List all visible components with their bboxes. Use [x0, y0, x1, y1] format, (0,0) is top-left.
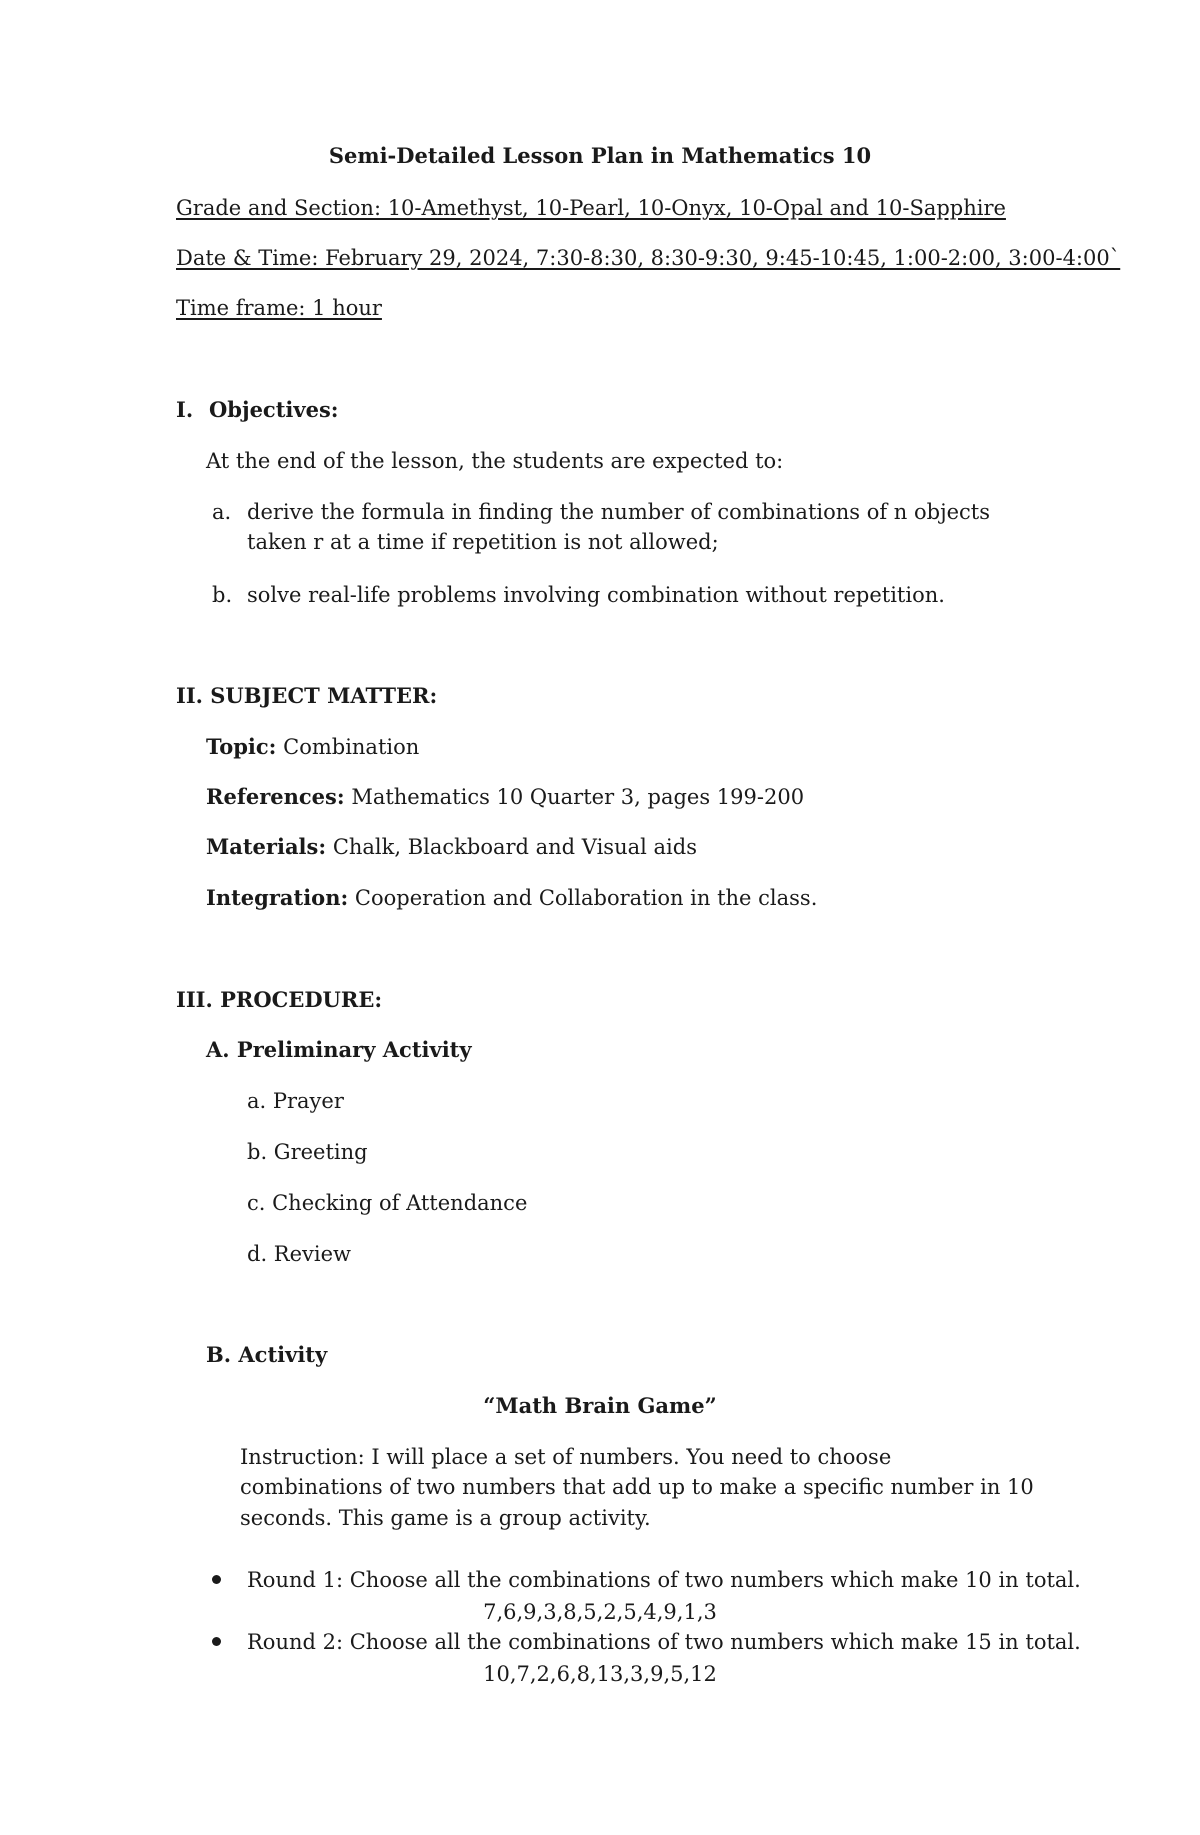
topic-label: Topic:: [206, 734, 277, 759]
round-text: Round 1: Choose all the combinations of two numbers which make 10 in total.: [247, 1568, 1081, 1592]
date-time-line: Date & Time: February 29, 2024, 7:30-8:30, 8:30-9:30, 9:45-10:45, 1:00-2:00, 3:00-4:00`: [176, 246, 1121, 270]
game-title: “Math Brain Game”: [483, 1393, 717, 1418]
objective-text: solve real-life problems involving combination without repetition.: [247, 583, 945, 607]
topic-line: [206, 732, 419, 762]
subject-matter-heading: II. SUBJECT MATTER:: [176, 683, 438, 708]
procedure-heading: III. PROCEDURE:: [176, 987, 383, 1012]
objectives-intro: At the end of the lesson, the students are expected to:: [206, 449, 784, 473]
objective-marker: a.: [212, 500, 232, 524]
preliminary-item: b. Greeting: [247, 1140, 368, 1164]
topic-value: Combination: [283, 735, 420, 759]
integration-line: [206, 883, 817, 913]
objectives-heading: Objectives:: [209, 397, 339, 422]
references-line: [206, 782, 804, 812]
preliminary-item: a. Prayer: [247, 1089, 344, 1113]
activity-heading: B. Activity: [206, 1342, 328, 1367]
grade-section-line: Grade and Section: 10-Amethyst, 10-Pearl, 10-Onyx, 10-Opal and 10-Sapphire: [176, 196, 1006, 220]
document-title: Semi-Detailed Lesson Plan in Mathematics 10: [328, 143, 872, 168]
time-frame-line: Time frame: 1 hour: [176, 296, 382, 320]
round-numbers: 7,6,9,3,8,5,2,5,4,9,1,3: [483, 1600, 717, 1624]
preliminary-heading: A. Preliminary Activity: [206, 1037, 472, 1062]
objective-text: derive the formula in finding the number of combinations of n objects taken r at a time if repetition is not allowed;: [247, 500, 991, 555]
references-label: References:: [206, 784, 345, 809]
preliminary-item: c. Checking of Attendance: [247, 1191, 528, 1215]
preliminary-item: d. Review: [247, 1242, 352, 1266]
integration-label: Integration:: [206, 885, 349, 910]
round-numbers: 10,7,2,6,8,13,3,9,5,12: [483, 1662, 717, 1686]
round-text: Round 2: Choose all the combinations of two numbers which make 15 in total.: [247, 1630, 1081, 1654]
materials-line: [206, 832, 697, 862]
materials-value: Chalk, Blackboard and Visual aids: [332, 835, 697, 859]
objectives-number: I.: [176, 397, 194, 422]
materials-label: Materials:: [206, 834, 327, 859]
integration-value: Cooperation and Collaboration in the class.: [354, 886, 818, 910]
bullet-icon: [212, 1637, 221, 1646]
objective-marker: b.: [212, 583, 233, 607]
references-value: Mathematics 10 Quarter 3, pages 199-200: [351, 785, 805, 809]
activity-instruction: Instruction: I will place a set of numbers. You need to choose combinations of two numbers that add up to make a specific number in 10 seconds. This game is a group activity.: [240, 1445, 1034, 1530]
bullet-icon: [212, 1575, 221, 1584]
